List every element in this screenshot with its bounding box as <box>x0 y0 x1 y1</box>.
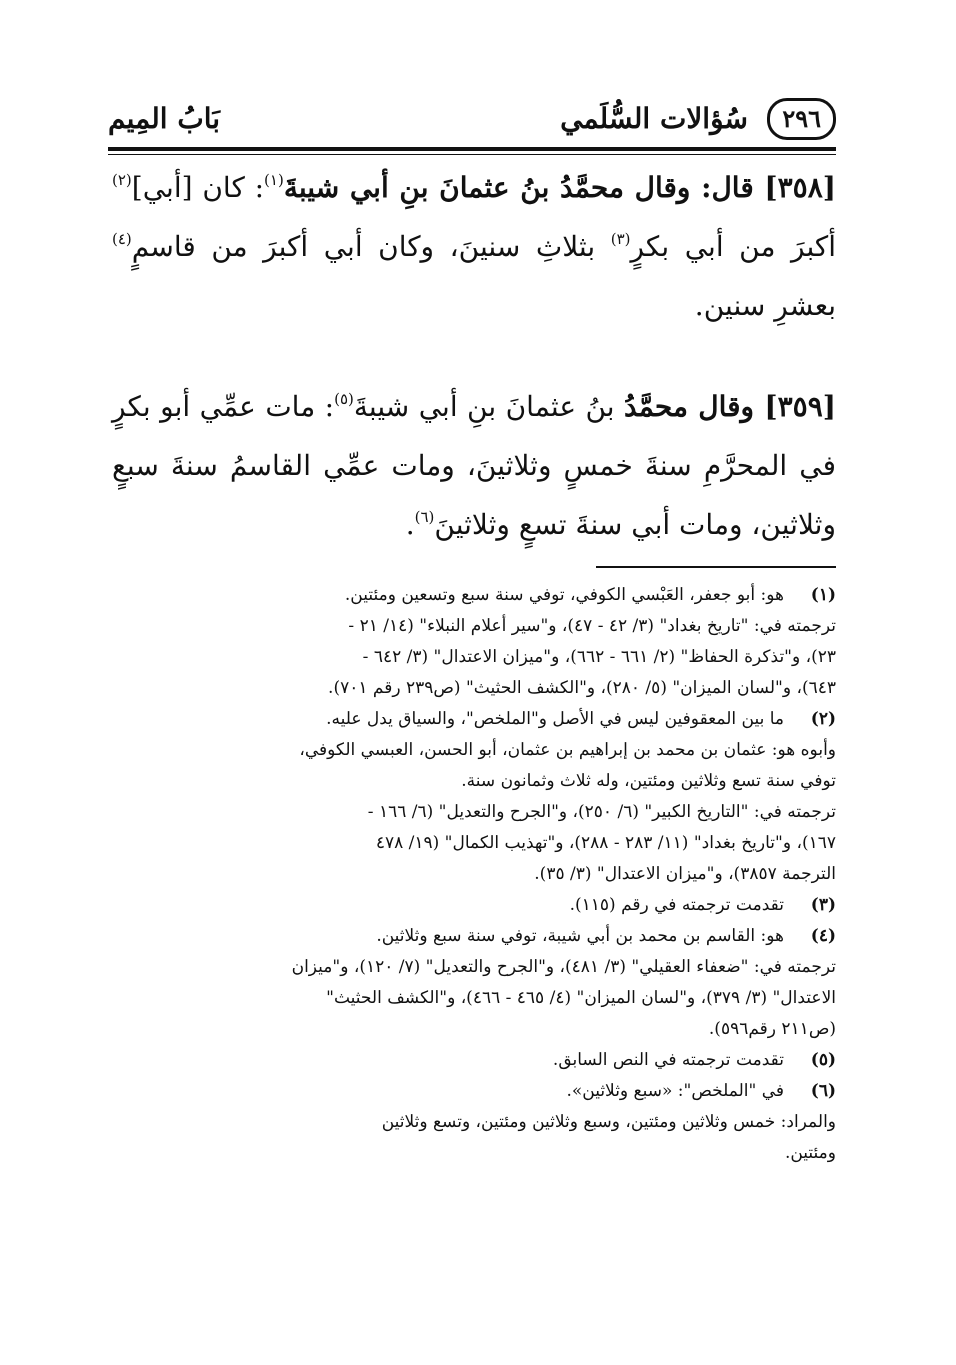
footnote-2 <box>112 704 836 890</box>
footnote-line: ما بين المعقوفين ليس في الأصل و"الملخص"، والسياق يدل عليه. <box>326 709 784 729</box>
footnote-line: هو: أبو جعفر، العَبْسي الكوفي، توفي سنة سبع وتسعين ومئتين. <box>344 585 784 605</box>
footnote-line: وأبوه هو: عثمان بن محمد بن إبراهيم بن عثمان، أبو الحسن، العبسي الكوفي، <box>299 740 836 760</box>
footnote-line: ترجمته في: "التاريخ الكبير" (٦/ ٢٥٠)، و"الجرح والتعديل" (٦/ ١٦٦ - <box>367 802 836 822</box>
footnote-5 <box>112 1045 836 1076</box>
footnote-line: هو: القاسم بن محمد بن أبي شيبة، توفي سنة سبع وثلاثين. <box>376 926 784 946</box>
paragraph-number: [٣٥٩] <box>764 390 836 423</box>
paragraph-text: : مات عمِّي أبو بكرٍ في المحرَّمِ سنةَ خمسٍ وثلاثينَ، ومات عمِّي القاسمُ سنةَ سبعٍ وثلاثين، ومات أبي سنةَ تسعٍ وثلاثينَ <box>112 390 836 541</box>
footnote-line: توفي سنة تسع وثلاثين ومئتين، وله ثلاث وثمانون سنة. <box>461 771 836 791</box>
footnote-6 <box>112 1076 836 1169</box>
footnote-number: (٢) <box>810 709 836 729</box>
book-title: سُؤالات السُّلَمي <box>560 102 748 135</box>
footnote-number: (١) <box>810 585 836 605</box>
footnote-4 <box>112 921 836 1045</box>
footnote-line: ١٦٧)، و"تاريخ بغداد" (١١/ ٢٨٣ - ٢٨٨)، و"تهذيب الكمال" (١٩/ ٤٧٨ <box>375 833 836 853</box>
footnote-line: الاعتدال" (٣/ ٣٧٩)، و"لسان الميزان" (٤/ ٤٦٥ - ٤٦٦)، و"الكشف الحثيث" <box>326 988 836 1008</box>
paragraph-358 <box>112 158 836 335</box>
footnote-line: ٢٣)، و"تذكرة الحفاظ" (٢/ ٦٦١ - ٦٦٢)، و"ميزان الاعتدال" (٣/ ٦٤٢ - <box>362 647 836 667</box>
paragraph-number: [٣٥٨] <box>764 171 836 204</box>
footnote-1 <box>112 580 836 704</box>
footnote-line: في "الملخص": «سبع وثلاثين». <box>566 1081 784 1101</box>
footnote-ref: (٦) <box>414 508 435 526</box>
footnote-line: تقدمت ترجمته في النص السابق. <box>552 1050 784 1070</box>
footnote-ref: (٤) <box>112 230 132 248</box>
paragraph-text: بنُ عثمانَ بنِ أبي شيبةَ <box>353 390 625 423</box>
footnote-ref: (٣) <box>610 230 631 248</box>
paragraph-text: . <box>405 508 415 541</box>
footnote-3 <box>112 890 836 921</box>
footnote-line: الترجمة ٣٨٥٧)، و"ميزان الاعتدال" (٣/ ٣٥). <box>534 864 836 884</box>
footnotes <box>112 580 836 1169</box>
footnote-line: ومئتين. <box>784 1143 836 1163</box>
footnote-ref: (٢) <box>112 171 132 189</box>
footnote-line: (ص٢١١ رقم٥٩٦). <box>708 1019 836 1039</box>
page-header <box>108 96 836 144</box>
chapter-title: بَابُ المِيم <box>108 102 221 135</box>
footnote-number: (٥) <box>810 1050 836 1070</box>
paragraph-359 <box>112 377 836 554</box>
paragraph-text: : كان [أبي] <box>131 171 265 204</box>
narrator-name: وقال محمَّدُ <box>624 390 765 423</box>
footnote-line: والمراد: خمس وثلاثين ومئتين، وسبع وثلاثين ومئتين، وتسع وثلاثين <box>381 1112 836 1132</box>
footnote-line: ٦٤٣)، و"لسان الميزان" (٥/ ٢٨٠)، و"الكشف الحثيث" (ص٢٣٩ رقم ٧٠١). <box>328 678 836 698</box>
footnote-line: ترجمته في: "ضعفاء العقيلي" (٣/ ٤٨١)، و"الجرح والتعديل" (٧/ ١٢٠)، و"ميزان <box>291 957 836 977</box>
paragraph-text: قال: وقال محمَّدُ بنُ عثمانَ بنِ أبي شيبةَ <box>283 171 765 204</box>
footnote-line: ترجمته في: "تاريخ بغداد" (٣/ ٤٢ - ٤٧)، و"سير أعلام النبلاء" (١٤/ ٢١ - <box>348 616 836 636</box>
paragraph-text: بثلاثِ سنينَ، وكان أبي أكبرَ من قاسمٍ <box>131 230 611 263</box>
footnote-number: (٤) <box>810 926 836 946</box>
paragraph-text: بعشرِ سنين. <box>694 289 836 322</box>
footnote-line: تقدمت ترجمته في رقم (١١٥). <box>569 895 784 915</box>
main-text <box>112 158 836 554</box>
footnote-separator <box>596 566 836 568</box>
page-number: ٢٩٦ <box>767 98 836 140</box>
header-rule-thin <box>108 154 836 155</box>
footnote-ref: (١) <box>264 171 284 189</box>
footnote-number: (٦) <box>810 1081 836 1101</box>
paragraph-text: أكبرَ من أبي بكرٍ <box>630 230 837 263</box>
footnote-ref: (٥) <box>334 390 354 408</box>
footnote-number: (٣) <box>810 895 836 915</box>
header-rule-thick <box>108 147 836 151</box>
